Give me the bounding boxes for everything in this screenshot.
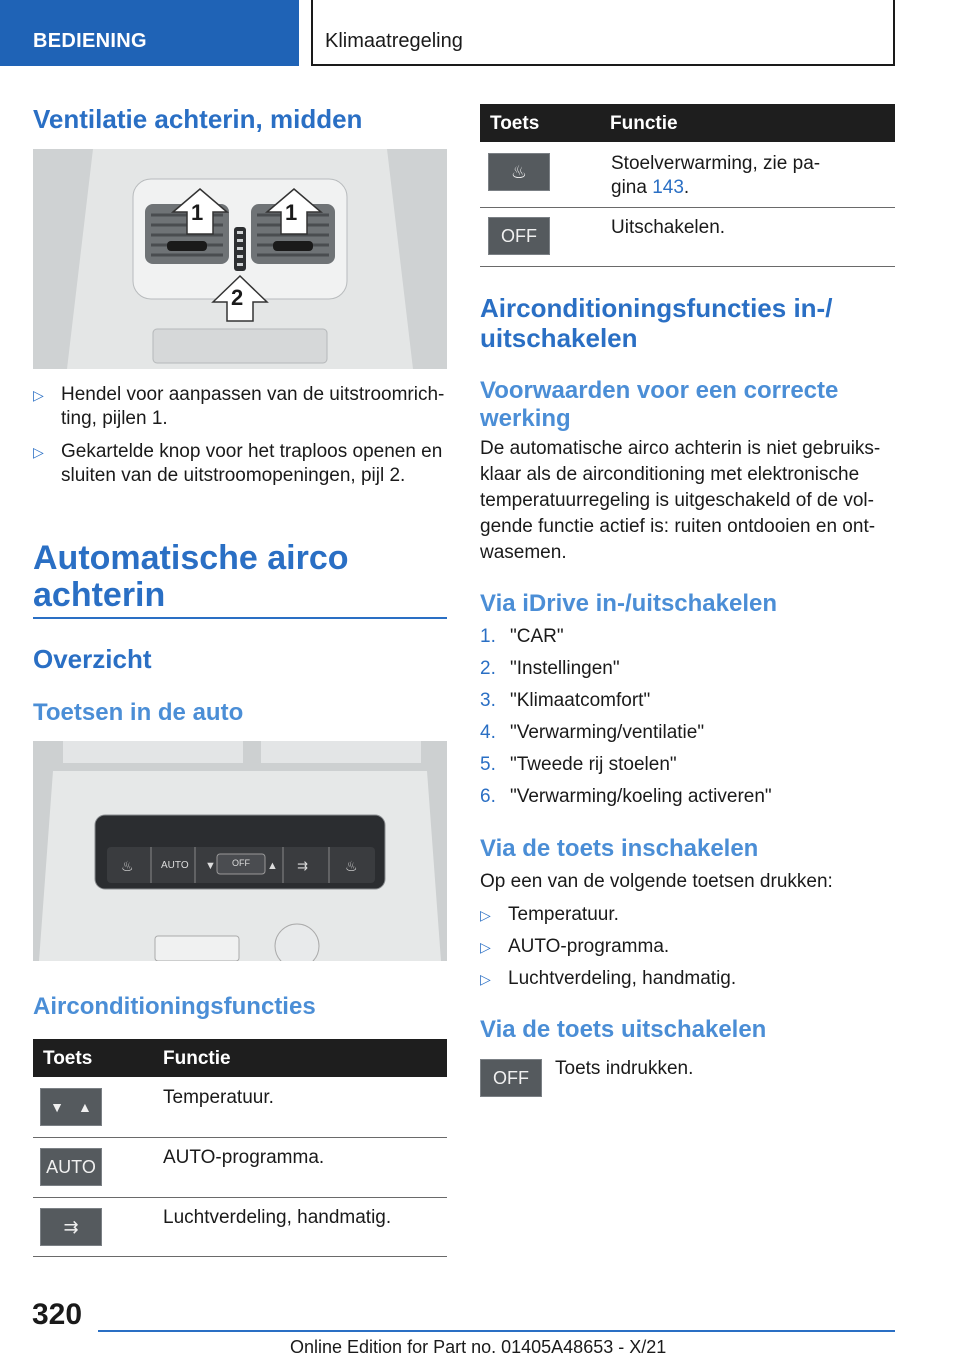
idrive-step [480, 753, 895, 777]
vent-bullet-2 [33, 440, 447, 490]
step-number: 4. [480, 722, 496, 743]
key-off-title: Via de toets uitschakelen [480, 1016, 767, 1043]
panel-off-label: OFF [232, 858, 250, 868]
bullet-triangle-icon: ▷ [480, 939, 491, 955]
key-on-bullet-text: AUTO-programma. [508, 936, 670, 957]
vent-bullet-1 [33, 383, 447, 433]
table-row-divider [33, 1256, 447, 1257]
step-number: 3. [480, 690, 496, 711]
panel-seat-heat-right-icon: ♨ [345, 858, 358, 874]
bullet-triangle-icon: ▷ [480, 971, 491, 987]
step-label: "Verwarming/koeling activeren" [510, 786, 772, 807]
page-ref-link[interactable]: 143 [652, 177, 684, 198]
step-label: "Klimaatcomfort" [510, 690, 651, 711]
header-section-tab [0, 0, 299, 66]
right-table-row-1-line1: Stoelverwarming, zie pa- [611, 153, 821, 174]
bullet-triangle-icon: ▷ [33, 387, 44, 403]
vent-arrow-label-2: 2 [231, 285, 244, 310]
right-table-row-2-text: Uitschakelen. [611, 217, 726, 238]
left-table-header [33, 1039, 447, 1077]
panel-down-arrow-icon: ▼ [205, 860, 216, 872]
temperature-arrows-icon: ▼ ▲ [40, 1088, 102, 1126]
vent-illustration [33, 149, 447, 369]
main-title-line2: achterin [33, 576, 166, 614]
right-table-col-function: Functie [610, 113, 678, 134]
onoff-title-line2: uitschakelen [480, 323, 638, 353]
panel-air-distribution-icon: ⇉ [297, 858, 308, 873]
panel-up-arrow-icon: ▲ [267, 860, 278, 872]
key-on-bullet [480, 903, 895, 927]
seat-heating-icon: ♨ [488, 153, 550, 191]
key-on-bullet [480, 935, 895, 959]
step-label: "CAR" [510, 626, 564, 647]
key-off-text: Toets indrukken. [555, 1058, 694, 1079]
off-key-icon: OFF [488, 217, 550, 255]
air-distribution-icon: ⇉ [40, 1208, 102, 1246]
buttons-title: Toetsen in de auto [33, 699, 244, 726]
key-on-bullet-text: Luchtverdeling, handmatig. [508, 968, 737, 989]
idrive-step [480, 625, 895, 649]
left-table-col-key: Toets [43, 1048, 93, 1069]
idrive-step [480, 721, 895, 745]
table-row-divider [33, 1137, 447, 1138]
header-chapter-label: Klimaatregeling [325, 30, 463, 52]
page-ref-prefix: gina [611, 177, 653, 198]
vent-arrow-label-1a: 1 [191, 200, 204, 225]
vent-arrow-label-1b: 1 [285, 200, 298, 225]
page-ref-suffix: . [683, 177, 690, 198]
auto-key-icon: AUTO [40, 1148, 102, 1186]
step-label: "Instellingen" [510, 658, 620, 679]
left-table-row-2-text: AUTO-programma. [163, 1147, 325, 1168]
step-number: 6. [480, 786, 496, 807]
main-title-line1: Automatische airco [33, 539, 349, 577]
panel-photo [33, 741, 447, 961]
step-label: "Verwarming/ventilatie" [510, 722, 705, 743]
left-table-col-function: Functie [163, 1048, 231, 1069]
right-table-col-key: Toets [490, 113, 540, 134]
conditions-title-line1: Voorwaarden voor een correcte [480, 377, 839, 404]
idrive-step [480, 785, 895, 809]
header-chapter-tab [311, 0, 895, 66]
footer-edition: Online Edition for Part no. 01405A48653 - X/21 [290, 1337, 667, 1357]
step-number: 2. [480, 658, 496, 679]
right-table-header [480, 104, 895, 142]
step-number: 5. [480, 754, 496, 775]
vent-title: Ventilatie achterin, midden [33, 104, 363, 134]
right-table-row-1-line2 [611, 176, 689, 200]
conditions-title-line2: werking [480, 405, 571, 432]
key-on-bullet-text: Temperatuur. [508, 904, 619, 925]
step-label: "Tweede rij stoelen" [510, 754, 677, 775]
functions-title: Airconditioningsfuncties [33, 993, 316, 1020]
table-row-divider [480, 266, 895, 267]
vent-bullet-2-text: Gekartelde knop voor het traploos openen en sluiten van de uitstroomopeningen, pijl 2. [61, 441, 443, 486]
vent-photo [33, 149, 447, 369]
overview-title: Overzicht [33, 644, 152, 674]
left-table-row-3-text: Luchtverdeling, handmatig. [163, 1207, 392, 1228]
idrive-step [480, 689, 895, 713]
conditions-text-3: temperatuurregeling is uitgeschakeld of de vol- [480, 490, 874, 511]
footer-rule [98, 1330, 895, 1332]
key-on-title: Via de toets inschakelen [480, 835, 759, 862]
bullet-triangle-icon: ▷ [480, 907, 491, 923]
off-key-icon: OFF [480, 1059, 542, 1097]
conditions-text-1: De automatische airco achterin is niet gebruiks- [480, 438, 881, 459]
panel-illustration [33, 741, 447, 961]
table-row-divider [480, 207, 895, 208]
key-on-text: Op een van de volgende toetsen drukken: [480, 871, 833, 892]
key-on-bullet [480, 967, 895, 991]
conditions-text-5: wasemen. [480, 542, 567, 563]
vent-bullet-1-text: Hendel voor aanpassen van de uitstroomrich-ting, pijlen 1. [61, 384, 445, 429]
page-number: 320 [32, 1298, 83, 1331]
conditions-text-4: gende functie actief is: ruiten ontdooien en ont- [480, 516, 876, 537]
title-underline [33, 617, 447, 619]
panel-auto-label: AUTO [161, 860, 189, 871]
panel-seat-heat-left-icon: ♨ [121, 858, 134, 874]
header-section-label: BEDIENING [33, 30, 147, 52]
step-number: 1. [480, 626, 496, 647]
idrive-title: Via iDrive in-/uitschakelen [480, 590, 778, 617]
table-row-divider [33, 1197, 447, 1198]
conditions-text-2: klaar als de airconditioning met elektronische [480, 464, 860, 485]
bullet-triangle-icon: ▷ [33, 444, 44, 460]
left-table-row-1-text: Temperatuur. [163, 1087, 274, 1108]
idrive-step [480, 657, 895, 681]
onoff-title-line1: Airconditioningsfuncties in-/ [480, 293, 833, 323]
